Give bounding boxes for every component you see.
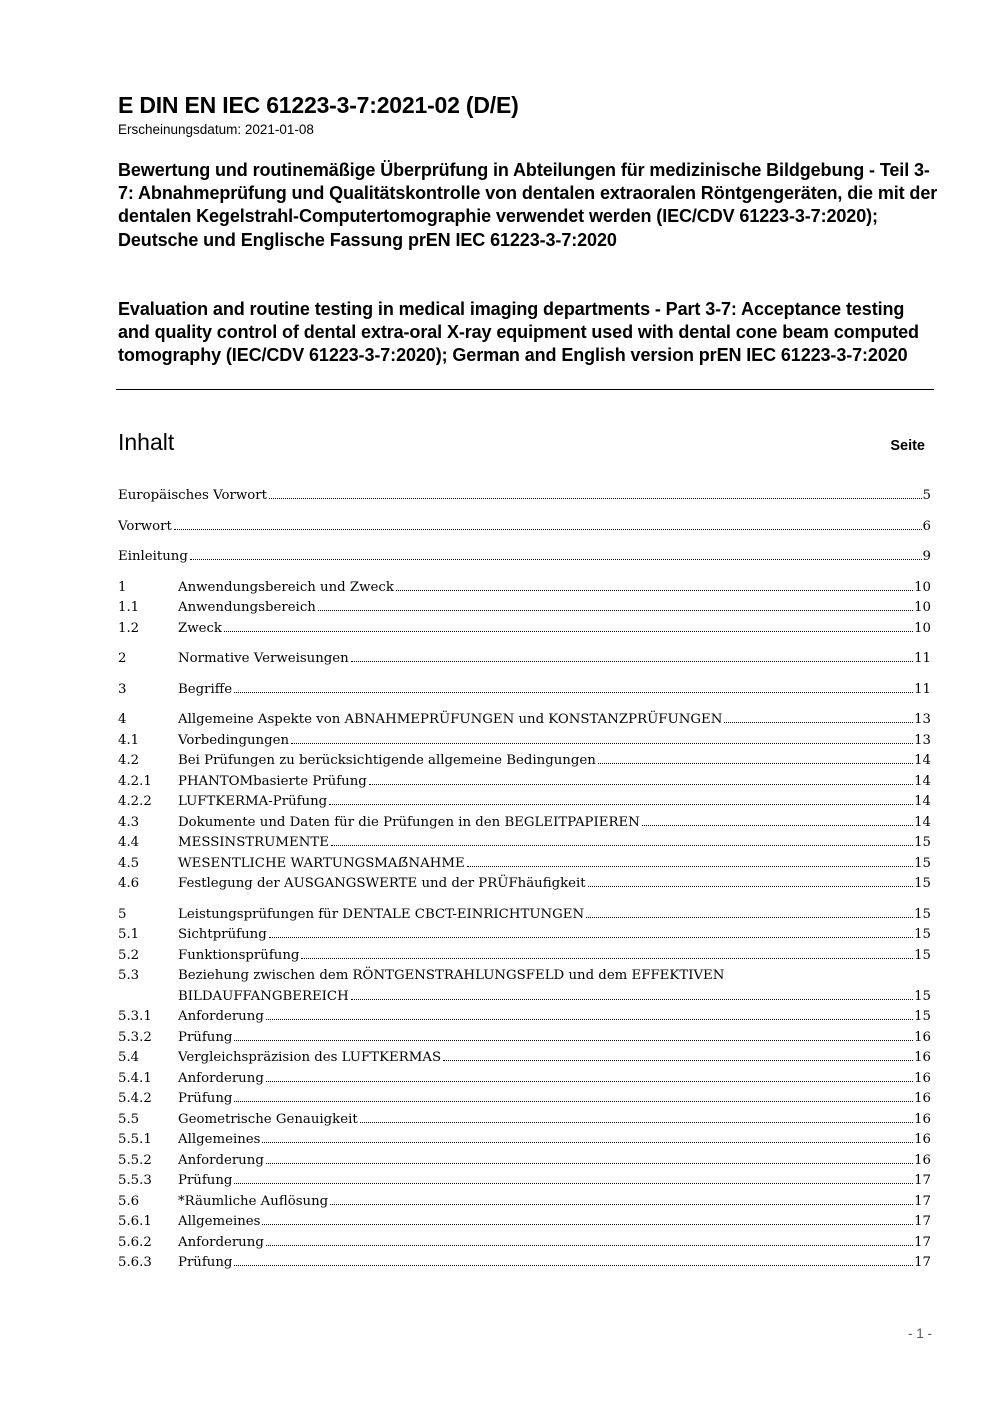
toc-entry-page: 6	[922, 518, 931, 534]
toc-leader	[443, 1060, 913, 1061]
toc-entry-number: 4.2	[118, 753, 140, 768]
toc-entry[interactable]	[118, 649, 931, 670]
toc-entry-title: Leistungsprüfungen für DENTALE CBCT-EINRICHTUNGEN	[178, 906, 585, 922]
toc-leader	[351, 661, 913, 662]
toc-entry-title: Normative Verweisungen	[178, 651, 349, 666]
toc-entry-title: Funktionsprüfung	[178, 947, 300, 963]
toc-leader	[266, 1245, 913, 1246]
toc-leader	[262, 1142, 913, 1143]
toc-leader	[724, 722, 913, 723]
toc-entry-title: Beziehung zwischen dem RÖNTGENSTRAHLUNGSFELD und dem EFFEKTIVEN	[178, 968, 725, 983]
toc-entry-number: 4.4	[118, 835, 140, 850]
toc-entry-title: Bei Prüfungen zu berücksichtigende allgemeine Bedingungen	[178, 753, 596, 768]
page-number: - 1 -	[907, 1326, 932, 1341]
toc-heading: Inhalt	[118, 429, 175, 455]
title-english: Evaluation and routine testing in medical imaging departments - Part 3-7: Acceptance testing and quality control of dental extra-oral X-ray equipment used with dental cone beam computed tomography (IEC/CDV 61223-3-7:2020); German and English version prEN IEC 61223-3-7:2020	[118, 299, 919, 366]
toc-entry-page: 15	[914, 835, 931, 850]
toc-entry-page: 16	[914, 1132, 931, 1147]
toc-entry-page: 17	[914, 1193, 931, 1209]
toc-entry-page: 13	[914, 732, 931, 748]
toc-entry-page: 13	[914, 712, 931, 727]
toc-entry-title: Prüfung	[178, 1091, 233, 1106]
toc-entry-page: 16	[914, 1070, 931, 1086]
toc-entry-number: 4.5	[118, 855, 140, 871]
toc-entry[interactable]	[118, 905, 931, 926]
toc-entry-page: 14	[914, 753, 931, 768]
toc-entry-continuation[interactable]	[118, 987, 931, 1008]
toc-entry-page: 11	[914, 651, 931, 666]
toc-leader	[586, 917, 913, 918]
toc-entry-number: 5.6.1	[118, 1214, 152, 1229]
toc-entry-page: 17	[914, 1173, 931, 1188]
toc-entry-page: 17	[914, 1214, 931, 1229]
toc-entry[interactable]	[118, 1089, 931, 1110]
toc-entry-title: Einleitung	[118, 549, 188, 564]
toc-entry-number: 4.2.1	[118, 773, 152, 789]
toc-entry-page: 9	[922, 549, 931, 564]
toc-entry-number: 5.4.2	[118, 1091, 152, 1106]
toc-leader	[369, 784, 913, 785]
toc-entry-title: Anforderung	[178, 1234, 264, 1250]
toc-leader	[301, 958, 913, 959]
toc-entry-number: 4.1	[118, 732, 140, 748]
toc-leader	[598, 763, 913, 764]
table-of-contents	[118, 486, 931, 1274]
toc-entry-page: 15	[914, 988, 931, 1004]
toc-entry-page: 14	[914, 773, 931, 789]
toc-entry-title: Allgemeines	[178, 1214, 261, 1229]
toc-entry[interactable]	[118, 1007, 931, 1028]
toc-leader	[266, 1019, 913, 1020]
toc-entry[interactable]	[118, 1048, 931, 1069]
toc-entry-title: *Räumliche Auflösung	[178, 1193, 329, 1209]
toc-leader	[234, 692, 913, 693]
toc-leader	[330, 1204, 913, 1205]
toc-entry-number: 5.5.2	[118, 1152, 152, 1168]
toc-entry-page: 11	[914, 681, 931, 697]
toc-entry-number: 4	[118, 712, 127, 727]
toc-leader	[262, 1224, 913, 1225]
toc-entry[interactable]	[118, 619, 931, 640]
toc-entry[interactable]	[118, 1212, 931, 1233]
toc-entry-title: PHANTOMbasierte Prüfung	[178, 773, 367, 789]
toc-entry-number: 5.4	[118, 1050, 140, 1065]
document-number: E DIN EN IEC 61223-3-7:2021-02 (D/E)	[118, 92, 519, 118]
toc-entry[interactable]	[118, 1069, 931, 1090]
toc-entry-title: Dokumente und Daten für die Prüfungen in den BEGLEITPAPIEREN	[178, 814, 640, 830]
toc-entry-number: 2	[118, 651, 127, 666]
toc-entry-title: Anwendungsbereich und Zweck	[178, 579, 394, 595]
toc-entry-number: 1.2	[118, 620, 140, 636]
toc-leader	[396, 590, 913, 591]
toc-entry-title: WESENTLICHE WARTUNGSMAẞNAHME	[178, 855, 465, 871]
toc-entry-title: Anwendungsbereich	[178, 600, 316, 615]
toc-entry-number: 1	[118, 579, 127, 595]
toc-entry-title: Prüfung	[178, 1029, 233, 1045]
toc-entry[interactable]	[118, 854, 931, 875]
toc-leader	[174, 529, 922, 530]
toc-entry-title: BILDAUFFANGBEREICH	[178, 988, 349, 1004]
toc-entry[interactable]	[118, 1253, 931, 1274]
toc-leader	[329, 804, 913, 805]
toc-entry[interactable]	[118, 966, 931, 987]
toc-leader	[331, 845, 913, 846]
toc-entry-title: Vorbedingungen	[178, 732, 290, 748]
toc-entry[interactable]	[118, 1028, 931, 1049]
toc-entry-page: 15	[914, 1009, 931, 1024]
toc-entry-title: Anforderung	[178, 1070, 264, 1086]
toc-entry-number: 5.5.1	[118, 1132, 152, 1147]
toc-entry[interactable]	[118, 946, 931, 967]
toc-entry-number: 5.1	[118, 927, 140, 942]
toc-entry-page: 15	[914, 947, 931, 963]
toc-leader	[234, 1101, 913, 1102]
toc-entry-number: 5	[118, 906, 127, 922]
toc-entry-title: Vergleichspräzision des LUFTKERMAS	[178, 1050, 442, 1065]
toc-entry-title: Allgemeine Aspekte von ABNAHMEPRÜFUNGEN und KONSTANZPRÜFUNGEN	[178, 712, 723, 727]
toc-entry-title: Sichtprüfung	[178, 927, 267, 942]
toc-entry-page: 10	[914, 620, 931, 636]
toc-entry[interactable]	[118, 813, 931, 834]
toc-entry-page: 14	[914, 794, 931, 809]
toc-entry-page: 15	[914, 855, 931, 871]
toc-entry-page: 16	[914, 1152, 931, 1168]
toc-entry[interactable]	[118, 680, 931, 701]
toc-entry-page: 16	[914, 1050, 931, 1065]
toc-entry-number: 5.3	[118, 968, 140, 983]
toc-leader	[266, 1163, 913, 1164]
toc-entry[interactable]	[118, 486, 931, 507]
toc-leader	[269, 498, 922, 499]
publication-date: Erscheinungsdatum: 2021-01-08	[118, 122, 314, 137]
toc-entry[interactable]	[118, 1192, 931, 1213]
toc-entry-title: MESSINSTRUMENTE	[178, 835, 329, 850]
toc-leader	[190, 559, 922, 560]
title-german: Bewertung und routinemäßige Überprüfung in Abteilungen für medizinische Bildgebung - Teil 3-7: Abnahmeprüfung und Qualitätskontrolle von dentalen extraoralen Röntgengeräten, die mit der dentalen Kegelstrahl-Computertomographie verwendet werden (IEC/CDV 61223-3-7:2020); Deutsche und Englische Fassung prEN IEC 61223-3-7:2020	[118, 160, 938, 250]
toc-entry-number: 3	[118, 681, 127, 697]
header-divider	[116, 389, 934, 390]
toc-leader	[588, 886, 913, 887]
toc-entry-title: Festlegung der AUSGANGSWERTE und der PRÜFhäufigkeit	[178, 876, 586, 891]
toc-entry-page: 15	[914, 927, 931, 942]
toc-entry[interactable]	[118, 772, 931, 793]
toc-leader	[351, 999, 913, 1000]
toc-entry[interactable]	[118, 578, 931, 599]
toc-entry-number: 5.6.3	[118, 1255, 152, 1270]
toc-entry[interactable]	[118, 1110, 931, 1131]
toc-entry[interactable]	[118, 710, 931, 731]
toc-entry[interactable]	[118, 547, 931, 568]
toc-page-column-label: Seite	[890, 438, 925, 454]
toc-leader	[234, 1040, 913, 1041]
toc-entry-page: 17	[914, 1255, 931, 1270]
toc-entry-title: Prüfung	[178, 1173, 233, 1188]
toc-entry-page: 17	[914, 1234, 931, 1250]
toc-entry-title: Allgemeines	[178, 1132, 261, 1147]
toc-entry-page: 10	[914, 600, 931, 615]
toc-leader	[234, 1183, 913, 1184]
toc-entry[interactable]	[118, 598, 931, 619]
toc-entry-number: 5.4.1	[118, 1070, 152, 1086]
toc-leader	[266, 1081, 913, 1082]
toc-entry-title: LUFTKERMA-Prüfung	[178, 794, 328, 809]
toc-entry-title: Geometrische Genauigkeit	[178, 1111, 358, 1127]
toc-entry-page: 16	[914, 1091, 931, 1106]
toc-leader	[224, 631, 913, 632]
toc-entry-number: 4.6	[118, 876, 140, 891]
toc-entry-title: Anforderung	[178, 1009, 264, 1024]
toc-entry[interactable]	[118, 925, 931, 946]
toc-entry-number: 4.3	[118, 814, 140, 830]
toc-entry-title: Begriffe	[178, 681, 233, 697]
toc-leader	[291, 743, 913, 744]
toc-entry-page: 16	[914, 1111, 931, 1127]
toc-entry[interactable]	[118, 1171, 931, 1192]
toc-entry-page: 15	[914, 876, 931, 891]
toc-entry-number: 4.2.2	[118, 794, 152, 809]
toc-entry-number: 5.6.2	[118, 1234, 152, 1250]
toc-entry-number: 5.3.1	[118, 1009, 152, 1024]
toc-entry[interactable]	[118, 751, 931, 772]
toc-entry-title: Vorwort	[118, 518, 172, 534]
toc-entry-page: 14	[914, 814, 931, 830]
toc-entry-page: 10	[914, 579, 931, 595]
toc-entry-number: 5.2	[118, 947, 140, 963]
toc-entry-page: 5	[922, 488, 931, 503]
toc-entry[interactable]	[118, 833, 931, 854]
toc-entry[interactable]	[118, 792, 931, 813]
toc-entry-page: 15	[914, 906, 931, 922]
toc-entry[interactable]	[118, 1130, 931, 1151]
toc-entry[interactable]	[118, 1151, 931, 1172]
toc-leader	[318, 610, 913, 611]
toc-leader	[269, 937, 913, 938]
toc-entry-page: 16	[914, 1029, 931, 1045]
toc-leader	[360, 1122, 913, 1123]
toc-leader	[642, 825, 913, 826]
toc-entry[interactable]	[118, 517, 931, 538]
toc-entry[interactable]	[118, 731, 931, 752]
toc-entry-title: Prüfung	[178, 1255, 233, 1270]
toc-leader	[467, 866, 913, 867]
toc-entry-number: 5.6	[118, 1193, 140, 1209]
toc-entry[interactable]	[118, 874, 931, 895]
toc-leader	[234, 1265, 913, 1266]
toc-entry-title: Anforderung	[178, 1152, 264, 1168]
toc-entry-number: 5.3.2	[118, 1029, 152, 1045]
toc-entry-title: Europäisches Vorwort	[118, 488, 267, 503]
toc-entry-title: Zweck	[178, 620, 222, 636]
toc-entry-number: 5.5	[118, 1111, 140, 1127]
toc-entry-number: 1.1	[118, 600, 140, 615]
toc-entry[interactable]	[118, 1233, 931, 1254]
toc-entry-number: 5.5.3	[118, 1173, 152, 1188]
